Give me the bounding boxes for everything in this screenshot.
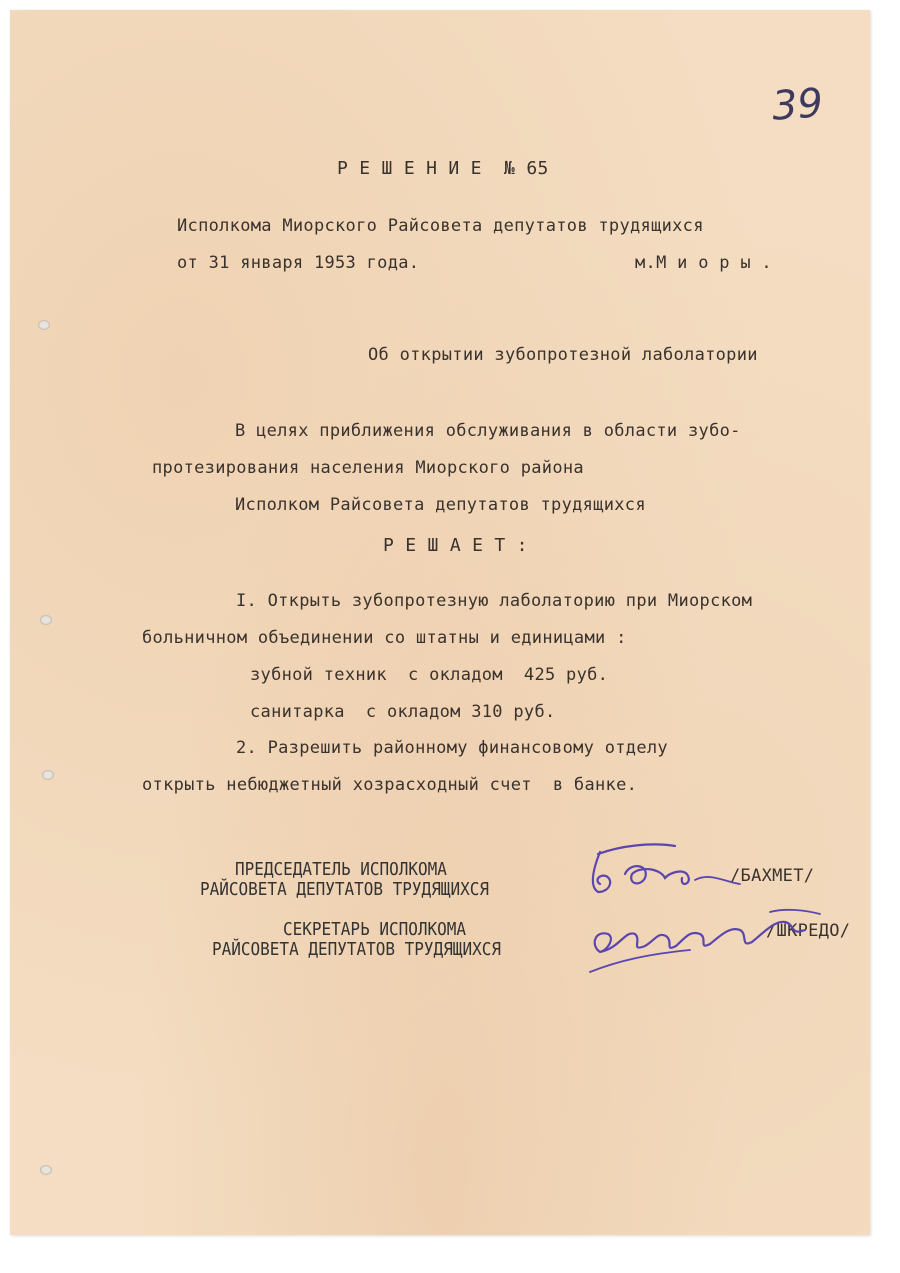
issuer-line: Исполкома Миорского Райсовета депутатов трудящихся — [177, 216, 704, 236]
secretary-title-2: РАЙСОВЕТА ДЕПУТАТОВ ТРУДЯЩИХСЯ — [212, 938, 501, 960]
secretary-signature — [570, 890, 830, 980]
document-date: от 31 января 1953 года. — [177, 253, 420, 273]
preamble-line-2: протезирования населения Миорского района — [152, 458, 584, 478]
preamble-line-1: В целях приближения обслуживания в области зубо- — [235, 421, 741, 441]
chairman-title-2: РАЙСОВЕТА ДЕПУТАТОВ ТРУДЯЩИХСЯ — [200, 878, 489, 900]
chairman-title-1: ПРЕДСЕДАТЕЛЬ ИСПОЛКОМА — [235, 858, 447, 880]
item-1-line-2: больничном объединении со штатны и единицами : — [142, 628, 627, 648]
preamble-line-3: Исполком Райсовета депутатов трудящихся — [235, 495, 646, 515]
page-number: 39 — [770, 80, 825, 130]
document-title: Р Е Ш Е Н И Е № 65 — [337, 158, 549, 179]
item-2-line-2: открыть небюджетный хозрасходный счет в банке. — [142, 775, 638, 795]
staff-dental-technician: зубной техник с окладом 425 руб. — [250, 665, 609, 685]
punch-hole — [42, 770, 54, 780]
item-2-line-1: 2. Разрешить районному финансовому отделу — [236, 738, 668, 758]
decides-heading: Р Е Ш А Е Т : — [383, 535, 528, 556]
punch-hole — [40, 615, 52, 625]
document-sheet — [10, 10, 870, 1235]
secretary-name: /ШКРЕДО/ — [766, 921, 851, 941]
item-1-line-1: I. Открыть зубопротезную лаболаторию при Миорском — [236, 591, 753, 611]
punch-hole — [38, 320, 50, 330]
chairman-name: /БАХМЕТ/ — [730, 866, 815, 886]
punch-hole — [40, 1165, 52, 1175]
document-subject: Об открытии зубопротезной лаболатории — [368, 345, 758, 365]
document-place: м.М и о р ы . — [635, 253, 772, 273]
staff-orderly: санитарка с окладом 310 руб. — [250, 702, 556, 722]
secretary-title-1: СЕКРЕТАРЬ ИСПОЛКОМА — [283, 918, 467, 940]
